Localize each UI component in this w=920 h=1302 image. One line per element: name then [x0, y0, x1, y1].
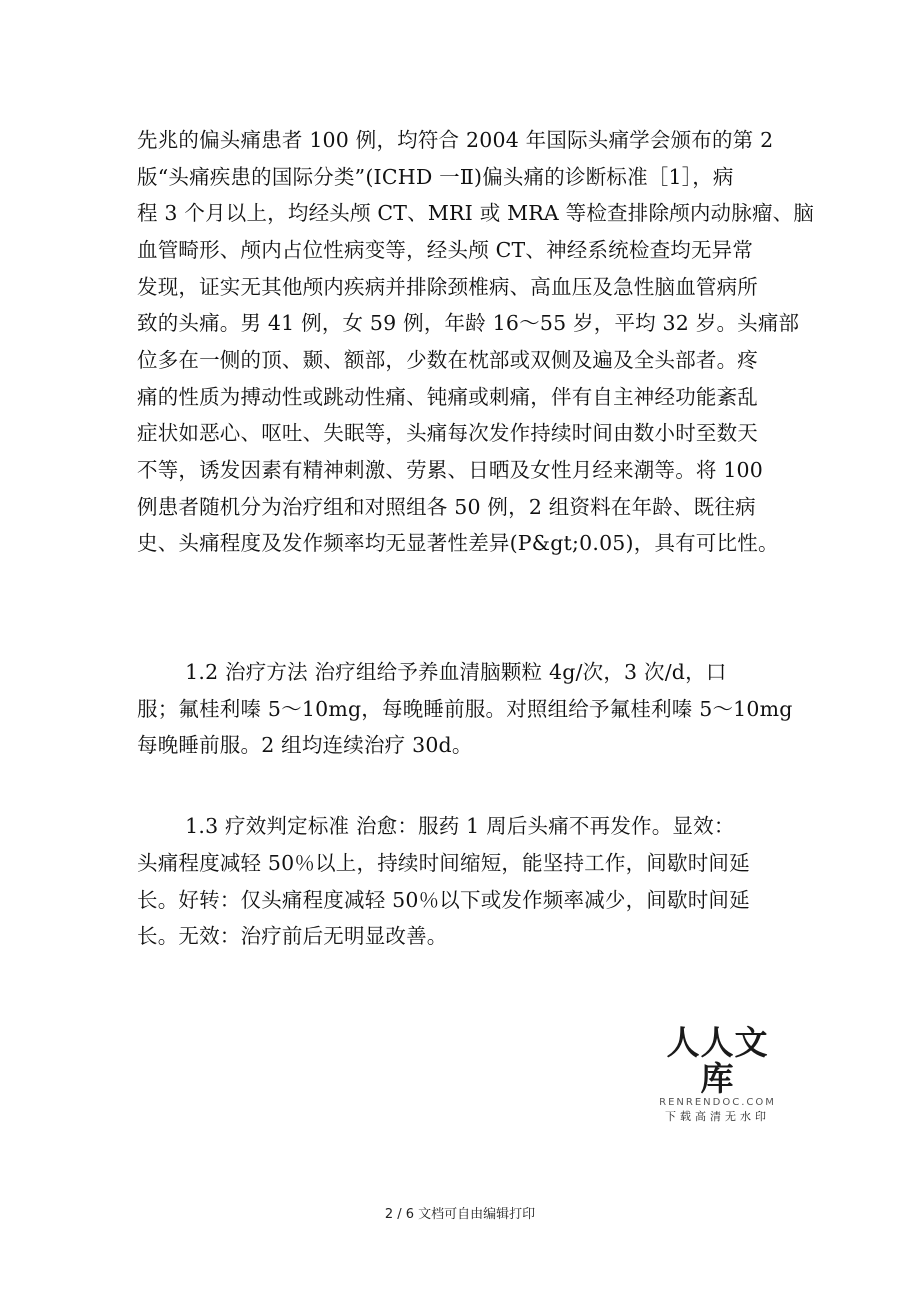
watermark-subtitle: 下载高清无水印 — [665, 1110, 770, 1123]
text-line: 长。无效：治疗前后无明显改善。 — [137, 924, 448, 948]
page-footer: 2 / 6 文档可自由编辑打印 — [384, 1207, 536, 1222]
watermark-url: RENRENDOC.COM — [659, 1097, 776, 1108]
text-line: 痛的性质为搏动性或跳动性痛、钝痛或刺痛，伴有自主神经功能紊乱 — [137, 385, 758, 409]
text-line: 1.2 治疗方法 治疗组给予养血清脑颗粒 4g/次，3 次/d，口 — [137, 660, 727, 684]
text-line: 服；氟桂利嗪 5～10mg，每晚睡前服。对照组给予氟桂利嗪 5～10mg — [137, 697, 793, 721]
watermark-title: 人人文库 — [666, 1023, 769, 1098]
text-line: 每晚睡前服。2 组均连续治疗 30d。 — [137, 733, 473, 757]
text-line: 血管畸形、颅内占位性病变等，经头颅 CT、神经系统检查均无异常 — [137, 238, 754, 262]
text-line: 程 3 个月以上，均经头颅 CT、MRI 或 MRA 等检查排除颅内动脉瘤、脑 — [137, 201, 815, 225]
text-line: 发现，证实无其他颅内疾病并排除颈椎病、高血压及急性脑血管病所 — [137, 275, 758, 299]
text-line: 位多在一侧的顶、颞、额部，少数在枕部或双侧及遍及全头部者。疼 — [137, 348, 758, 372]
text-line: 先兆的偏头痛患者 100 例，均符合 2004 年国际头痛学会颁布的第 2 — [137, 128, 774, 152]
text-line: 版“头痛疾患的国际分类”(ICHD 一Ⅱ)偏头痛的诊断标准［1］，病 — [137, 165, 734, 189]
text-line: 长。好转：仅头痛程度减轻 50％以下或发作频率减少，间歇时间延 — [137, 888, 750, 912]
text-line: 1.3 疗效判定标准 治愈：服药 1 周后头痛不再发作。显效： — [137, 814, 735, 838]
text-line: 史、头痛程度及发作频率均无显著性差异(P&gt;0.05)，具有可比性。 — [137, 531, 779, 555]
text-line: 不等，诱发因素有精神刺激、劳累、日晒及女性月经来潮等。将 100 — [137, 458, 764, 482]
watermark-logo — [650, 1025, 785, 1125]
text-line: 症状如恶心、呕吐、失眠等，头痛每次发作持续时间由数小时至数天 — [137, 421, 758, 445]
text-line: 头痛程度减轻 50％以上，持续时间缩短，能坚持工作，间歇时间延 — [137, 851, 750, 875]
text-line: 例患者随机分为治疗组和对照组各 50 例，2 组资料在年龄、既往病 — [137, 495, 756, 519]
text-line: 致的头痛。男 41 例，女 59 例，年龄 16～55 岁，平均 32 岁。头痛部 — [137, 311, 800, 335]
